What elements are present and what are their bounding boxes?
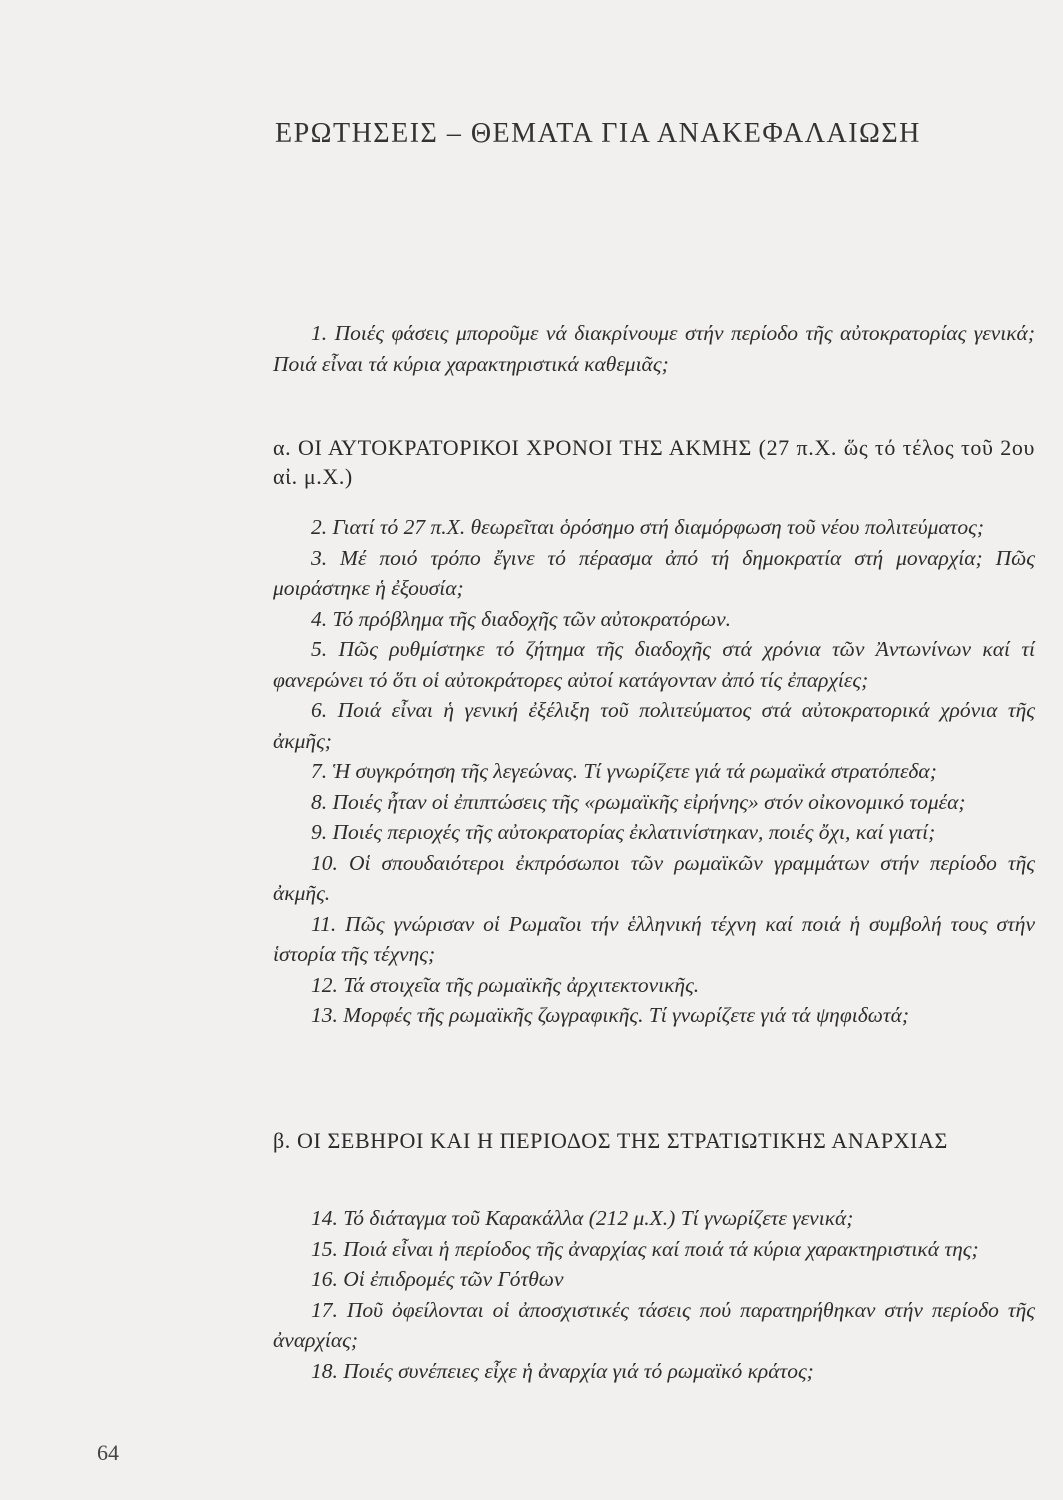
question-10 bbox=[273, 848, 1035, 909]
question-number: 8. bbox=[311, 789, 328, 814]
question-number: 10. bbox=[311, 850, 338, 875]
question-text: Μορφές τῆς ρωμαϊκῆς ζωγραφικῆς. Τί γνωρίζετε γιά τά ψηφιδωτά; bbox=[343, 1003, 910, 1027]
question-number: 14. bbox=[311, 1206, 338, 1230]
question-number: 18. bbox=[311, 1358, 338, 1383]
question-11 bbox=[273, 909, 1035, 970]
question-text: Ποῦ ὀφείλονται οἱ ἀποσχιστικές τάσεις πού παρατηρήθηκαν στήν περίοδο τῆς ἀναρχίας; bbox=[273, 1297, 1035, 1352]
page-title: ΕΡΩΤΗΣΕΙΣ – ΘΕΜΑΤΑ ΓΙΑ ΑΝΑΚΕΦΑΛΑΙΩΣΗ bbox=[275, 118, 921, 149]
question-number: 17. bbox=[311, 1297, 338, 1322]
question-1 bbox=[273, 318, 1035, 379]
question-text: Ποιά εἶναι ἡ γενική ἐξέλιξη τοῦ πολιτεύματος στά αὐτοκρατορικά χρόνια τῆς ἀκμῆς; bbox=[273, 698, 1036, 753]
question-text: Τό διάταγμα τοῦ Καρακάλλα (212 μ.Χ.) Τί γνωρίζετε γενικά; bbox=[343, 1206, 854, 1230]
question-15 bbox=[273, 1234, 1035, 1265]
question-number: 7. bbox=[311, 759, 328, 783]
question-number: 4. bbox=[311, 606, 328, 631]
question-text: Ποιές περιοχές τῆς αὐτοκρατορίας ἐκλατινίστηκαν, ποιές ὄχι, καί γιατί; bbox=[332, 820, 936, 844]
question-text: Ποιές συνέπειες εἶχε ἡ ἀναρχία γιά τό ρωμαϊκό κράτος; bbox=[343, 1358, 814, 1383]
question-6 bbox=[273, 695, 1035, 756]
question-text: Πῶς ρυθμίστηκε τό ζήτημα τῆς διαδοχῆς στά χρόνια τῶν Ἀντωνίνων καί τί φανερώνει τό ὅτι οἱ αὐτοκράτορες αὐτοί κατάγονταν ἀπό τίς ἐπαρχίες; bbox=[273, 637, 1036, 692]
question-text: Ἡ συγκρότηση τῆς λεγεώνας. Τί γνωρίζετε γιά τά ρωμαϊκά στρατόπεδα; bbox=[332, 759, 937, 783]
question-text: Γιατί τό 27 π.Χ. θεωρεῖται ὁρόσημο στή διαμόρφωση τοῦ νέου πολιτεύματος; bbox=[332, 515, 984, 539]
question-text: Οἱ σπουδαιότεροι ἐκπρόσωποι τῶν ρωμαϊκῶν γραμμάτων στήν περίοδο τῆς ἀκμῆς. bbox=[273, 850, 1035, 905]
question-number: 11. bbox=[311, 911, 337, 936]
question-4 bbox=[273, 604, 1035, 635]
question-13 bbox=[273, 1000, 1035, 1031]
question-5 bbox=[273, 634, 1035, 695]
question-text: Πῶς γνώρισαν οἱ Ρωμαῖοι τήν ἑλληνική τέχνη καί ποιά ἡ συμβολή τους στήν ἱστορία τῆς τέχνης; bbox=[273, 911, 1035, 966]
question-text: Ποιές ἦταν οἱ ἐπιπτώσεις τῆς «ρωμαϊκῆς εἰρήνης» στόν οἰκονομικό τομέα; bbox=[332, 789, 966, 814]
question-number: 15. bbox=[311, 1236, 338, 1261]
question-text: Τό πρόβλημα τῆς διαδοχῆς τῶν αὐτοκρατόρων. bbox=[332, 606, 732, 631]
section-a-questions bbox=[273, 512, 1035, 1031]
section-a-heading: α. ΟΙ ΑΥΤΟΚΡΑΤΟΡΙΚΟΙ ΧΡΟΝΟΙ ΤΗΣ ΑΚΜΗΣ (27 π.Χ. ὥς τό τέλος τοῦ 2ου αἰ. μ.Χ.) bbox=[273, 435, 1035, 489]
question-text: Μέ ποιό τρόπο ἔγινε τό πέρασμα ἀπό τή δημοκρατία στή μοναρχία; Πῶς μοιράστηκε ἡ ἐξουσία; bbox=[273, 545, 1035, 600]
question-number: 16. bbox=[311, 1267, 338, 1291]
question-number: 5. bbox=[311, 637, 328, 661]
question-16 bbox=[273, 1264, 1035, 1295]
question-number: 6. bbox=[311, 698, 328, 722]
page-number: 64 bbox=[97, 1440, 119, 1465]
question-9 bbox=[273, 817, 1035, 848]
question-text: Οἱ ἐπιδρομές τῶν Γότθων bbox=[343, 1267, 564, 1291]
question-text: Τά στοιχεῖα τῆς ρωμαϊκῆς ἀρχιτεκτονικῆς. bbox=[343, 972, 700, 997]
section-a-heading-block bbox=[273, 433, 1035, 491]
question-text: Ποιές φάσεις μποροῦμε νά διακρίνουμε στήν περίοδο τῆς αὐτοκρατορίας γενικά; Ποιά εἶναι τά κύρια χαρακτηριστικά καθεμιᾶς; bbox=[273, 321, 1036, 376]
question-3 bbox=[273, 543, 1035, 604]
question-number: 12. bbox=[311, 972, 338, 997]
question-number: 9. bbox=[311, 820, 328, 844]
question-14 bbox=[273, 1203, 1035, 1234]
section-b-questions bbox=[273, 1203, 1035, 1386]
section-b-heading-block bbox=[273, 1126, 973, 1155]
question-2 bbox=[273, 512, 1035, 543]
question-7 bbox=[273, 756, 1035, 787]
question-18 bbox=[273, 1356, 1035, 1387]
question-number: 13. bbox=[311, 1003, 338, 1027]
question-number: 2. bbox=[311, 515, 328, 539]
intro-block bbox=[273, 318, 1035, 379]
section-b-heading: β. ΟΙ ΣΕΒΗΡΟΙ ΚΑΙ Η ΠΕΡΙΟΔΟΣ ΤΗΣ ΣΤΡΑΤΙΩΤΙΚΗΣ ΑΝΑΡΧΙΑΣ bbox=[273, 1128, 948, 1153]
question-8 bbox=[273, 787, 1035, 818]
question-12 bbox=[273, 970, 1035, 1001]
question-text: Ποιά εἶναι ἡ περίοδος τῆς ἀναρχίας καί ποιά τά κύρια χαρακτηριστικά της; bbox=[343, 1236, 979, 1261]
question-number: 1. bbox=[311, 321, 328, 345]
question-number: 3. bbox=[311, 545, 328, 570]
question-17 bbox=[273, 1295, 1035, 1356]
